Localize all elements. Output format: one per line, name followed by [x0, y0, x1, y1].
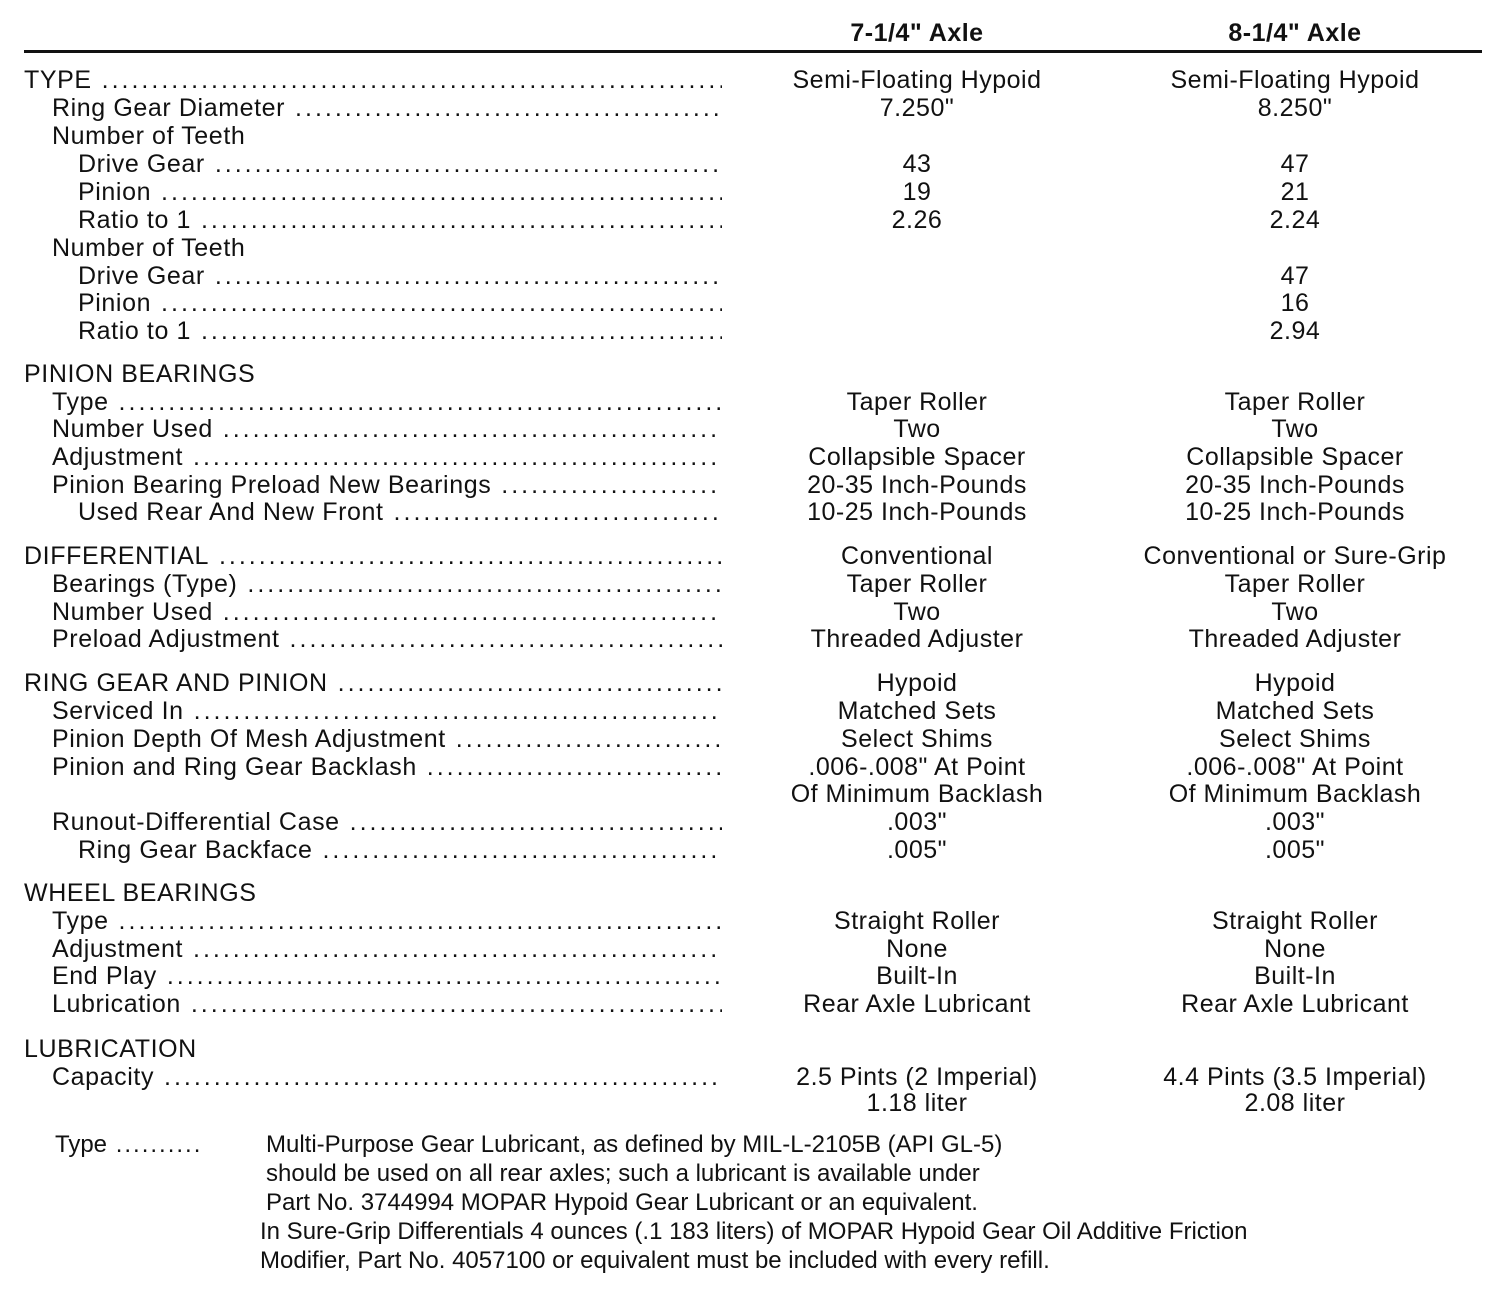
spec-row — [0, 262, 1504, 290]
spec-label: Pinion ..... — [78, 289, 722, 317]
spec-value-8-1-4: Taper Roller — [1224, 388, 1366, 416]
spec-value-8-1-4: 16 — [1280, 289, 1310, 317]
column-header-8-1-4-axle: 8-1/4" Axle — [1228, 19, 1362, 47]
spec-row — [0, 443, 1504, 471]
spec-value-8-1-4: 2.94 — [1269, 317, 1321, 345]
spec-label: Lubrication ..... — [52, 990, 722, 1018]
spec-row — [0, 542, 1504, 570]
spec-value-8-1-4: None — [1264, 935, 1326, 963]
spec-label: Pinion Depth Of Mesh Adjustment ..... — [52, 725, 722, 753]
spec-row — [0, 697, 1504, 725]
spec-row — [0, 962, 1504, 990]
spec-label: Type ..... — [52, 907, 722, 935]
spec-value-7-1-4: Two — [893, 598, 941, 626]
spec-label: Number Used ..... — [52, 415, 722, 443]
spec-row — [0, 907, 1504, 935]
spec-row — [0, 725, 1504, 753]
spec-value-8-1-4: Two — [1271, 415, 1319, 443]
spec-value-8-1-4: .006-.008" At Point — [1186, 753, 1404, 781]
spec-value-7-1-4: 19 — [902, 178, 932, 206]
spec-label: Number Used ..... — [52, 598, 722, 626]
spec-row — [0, 94, 1504, 122]
spec-label: Serviced In ..... — [52, 697, 722, 725]
spec-value-8-1-4: Two — [1271, 598, 1319, 626]
spec-row — [0, 879, 1504, 907]
spec-row — [0, 990, 1504, 1018]
spec-label: RING GEAR AND PINION ..... — [24, 669, 722, 697]
spec-value-7-1-4: Rear Axle Lubricant — [803, 990, 1031, 1018]
spec-label: Ratio to 1 ..... — [78, 206, 722, 234]
spec-row — [0, 753, 1504, 781]
spec-row — [0, 669, 1504, 697]
spec-value-7-1-4: .005" — [886, 836, 948, 864]
spec-label: Type ..... — [52, 388, 722, 416]
spec-value-8-1-4: 47 — [1280, 150, 1310, 178]
spec-value-8-1-4: Of Minimum Backlash — [1168, 780, 1422, 808]
spec-label: PINION BEARINGS — [24, 360, 256, 388]
spec-value-7-1-4: 20-35 Inch-Pounds — [807, 471, 1027, 499]
spec-row — [0, 836, 1504, 864]
type-note-label: Type ..... — [55, 1130, 202, 1159]
spec-row — [0, 415, 1504, 443]
spec-value-8-1-4: Matched Sets — [1215, 697, 1375, 725]
spec-value-7-1-4: 10-25 Inch-Pounds — [807, 498, 1027, 526]
spec-value-8-1-4: Select Shims — [1219, 725, 1371, 753]
spec-value-7-1-4: 7.250" — [879, 94, 955, 122]
spec-row — [0, 935, 1504, 963]
spec-row — [0, 206, 1504, 234]
spec-value-8-1-4: 21 — [1280, 178, 1310, 206]
spec-value-7-1-4: None — [886, 935, 948, 963]
spec-value-8-1-4: Conventional or Sure-Grip — [1143, 542, 1447, 570]
spec-label: Pinion and Ring Gear Backlash ..... — [52, 753, 722, 781]
spec-label: Capacity ..... — [52, 1063, 722, 1091]
spec-value-8-1-4: 2.24 — [1269, 206, 1321, 234]
spec-row — [0, 471, 1504, 499]
spec-row — [0, 1089, 1504, 1117]
spec-label: Number of Teeth — [52, 234, 246, 262]
spec-row — [0, 66, 1504, 94]
type-note-line: should be used on all rear axles; such a lubricant is available under — [266, 1160, 980, 1187]
spec-label: WHEEL BEARINGS — [24, 879, 257, 907]
spec-value-8-1-4: 8.250" — [1257, 94, 1333, 122]
spec-value-7-1-4: Two — [893, 415, 941, 443]
spec-value-8-1-4: 10-25 Inch-Pounds — [1185, 498, 1405, 526]
spec-value-7-1-4: Taper Roller — [846, 570, 988, 598]
spec-value-7-1-4: Hypoid — [876, 669, 958, 697]
spec-row — [0, 178, 1504, 206]
spec-value-8-1-4: 47 — [1280, 262, 1310, 290]
spec-value-7-1-4: 2.26 — [891, 206, 943, 234]
spec-row — [0, 150, 1504, 178]
spec-label: Ring Gear Diameter ..... — [52, 94, 722, 122]
spec-value-7-1-4: Conventional — [841, 542, 993, 570]
spec-value-7-1-4: .006-.008" At Point — [808, 753, 1026, 781]
spec-row — [0, 1063, 1504, 1091]
spec-value-8-1-4: Collapsible Spacer — [1186, 443, 1404, 471]
spec-value-8-1-4: Semi-Floating Hypoid — [1170, 66, 1420, 94]
spec-value-7-1-4: Taper Roller — [846, 388, 988, 416]
spec-row — [0, 808, 1504, 836]
spec-value-7-1-4: 43 — [902, 150, 932, 178]
spec-value-7-1-4: Collapsible Spacer — [808, 443, 1026, 471]
spec-label: Drive Gear ..... — [78, 262, 722, 290]
spec-label: Pinion Bearing Preload New Bearings ..... — [52, 471, 722, 499]
spec-row — [0, 317, 1504, 345]
spec-value-8-1-4: .005" — [1264, 836, 1326, 864]
spec-row — [0, 388, 1504, 416]
spec-row — [0, 234, 1504, 262]
spec-value-8-1-4: Threaded Adjuster — [1188, 625, 1402, 653]
spec-label: Pinion ..... — [78, 178, 722, 206]
spec-value-7-1-4: Matched Sets — [837, 697, 997, 725]
spec-value-8-1-4: 4.4 Pints (3.5 Imperial) — [1163, 1063, 1427, 1091]
spec-label: Ratio to 1 ..... — [78, 317, 722, 345]
spec-row — [0, 360, 1504, 388]
type-note-line: In Sure-Grip Differentials 4 ounces (.1 183 liters) of MOPAR Hypoid Gear Oil Additive Friction — [260, 1218, 1248, 1245]
spec-value-7-1-4: Straight Roller — [834, 907, 1000, 935]
spec-value-8-1-4: 2.08 liter — [1244, 1089, 1346, 1117]
spec-row — [0, 122, 1504, 150]
spec-label: TYPE ..... — [24, 66, 722, 94]
spec-value-8-1-4: Built-In — [1254, 962, 1336, 990]
spec-value-8-1-4: 20-35 Inch-Pounds — [1185, 471, 1405, 499]
spec-value-7-1-4: .003" — [886, 808, 948, 836]
header-rule — [24, 50, 1482, 53]
type-note-line: Multi-Purpose Gear Lubricant, as defined by MIL-L-2105B (API GL-5) — [266, 1131, 1003, 1158]
spec-row — [0, 780, 1504, 808]
spec-value-7-1-4: 1.18 liter — [866, 1089, 968, 1117]
spec-label: Preload Adjustment ..... — [52, 625, 722, 653]
spec-value-8-1-4: Straight Roller — [1212, 907, 1378, 935]
spec-label: Drive Gear ..... — [78, 150, 722, 178]
type-note-line: Modifier, Part No. 4057100 or equivalent must be included with every refill. — [260, 1247, 1050, 1274]
spec-value-8-1-4: Hypoid — [1254, 669, 1336, 697]
spec-row — [0, 570, 1504, 598]
column-header-7-1-4-axle: 7-1/4" Axle — [850, 19, 984, 47]
spec-row — [0, 498, 1504, 526]
spec-label: Ring Gear Backface ..... — [78, 836, 722, 864]
spec-label: LUBRICATION — [24, 1035, 197, 1063]
spec-row — [0, 1035, 1504, 1063]
spec-label: End Play ..... — [52, 962, 722, 990]
spec-value-7-1-4: Built-In — [876, 962, 958, 990]
spec-label: DIFFERENTIAL ..... — [24, 542, 722, 570]
spec-label: Used Rear And New Front ..... — [78, 498, 722, 526]
type-note-body — [260, 1130, 1248, 1275]
spec-row — [0, 289, 1504, 317]
spec-label: Number of Teeth — [52, 122, 246, 150]
spec-value-8-1-4: Taper Roller — [1224, 570, 1366, 598]
spec-value-7-1-4: 2.5 Pints (2 Imperial) — [796, 1063, 1038, 1091]
spec-label: Adjustment ..... — [52, 935, 722, 963]
spec-value-7-1-4: Threaded Adjuster — [810, 625, 1024, 653]
spec-label: Adjustment ..... — [52, 443, 722, 471]
spec-value-8-1-4: Rear Axle Lubricant — [1181, 990, 1409, 1018]
spec-value-7-1-4: Select Shims — [841, 725, 993, 753]
type-note-line: Part No. 3744994 MOPAR Hypoid Gear Lubricant or an equivalent. — [266, 1189, 978, 1216]
spec-label: Runout-Differential Case ..... — [52, 808, 722, 836]
spec-row — [0, 625, 1504, 653]
spec-label: Bearings (Type) ..... — [52, 570, 722, 598]
spec-value-7-1-4: Of Minimum Backlash — [790, 780, 1044, 808]
spec-value-8-1-4: .003" — [1264, 808, 1326, 836]
spec-value-7-1-4: Semi-Floating Hypoid — [792, 66, 1042, 94]
spec-row — [0, 598, 1504, 626]
